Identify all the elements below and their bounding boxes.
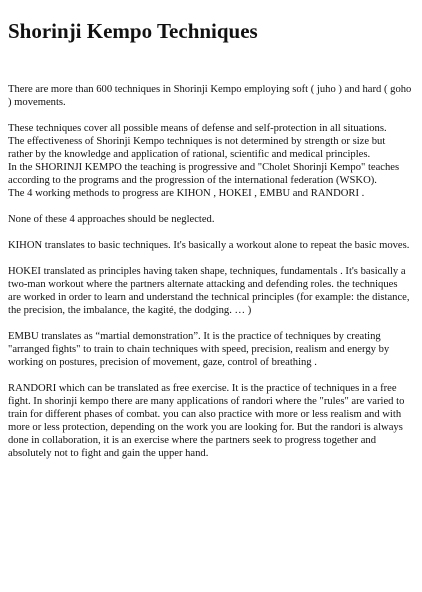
paragraph-hokei: HOKEI translated as principles having taken shape, techniques, fundamentals . It's basically a two-man workout where the partners alternate attacking and defending roles. the techniques are worked in order to learn and understand the technical principles (for example: the distance, the precision, the imbalance, the kagité, the dodging. … ) [8,266,410,316]
paragraph-neglect: None of these 4 approaches should be neglected. [8,214,215,225]
paragraph-effectiveness: The effectiveness of Shorinji Kempo techniques is not determined by strength or size but rather by the knowledge and application of rational, scientific and medical principles. [8,136,386,160]
page-title: Shorinji Kempo Techniques [8,19,258,43]
paragraph-methods: The 4 working methods to progress are KIHON , HOKEI , EMBU and RANDORI . [8,188,365,199]
paragraph-teaching: In the SHORINJI KEMPO the teaching is progressive and "Cholet Shorinji Kempo" teaches according to the programs and the progression of the international federation (WSKO). [8,162,400,186]
paragraph-embu: EMBU translates as “martial demonstration”. It is the practice of techniques by creating "arranged fights" to train to chain techniques with speed, precision, realism and energy by working on postures, precision of movement, gaze, control of breathing . [8,331,390,368]
paragraph-randori: RANDORI which can be translated as free exercise. It is the practice of techniques in a free fight. In shorinji kempo there are many applications of randori where the "rules" are varied to train for different phases of combat. you can also practice with more or less realism and with more or less protection, depending on the work you are looking for. But the randori is always done in collaboration, it is an exercise where the partners seek to progress together and absolutely not to fight and gain the upper hand. [8,383,405,459]
paragraph-intro: There are more than 600 techniques in Shorinji Kempo employing soft ( juho ) and hard ( goho ) movements. [8,84,412,108]
paragraph-coverage: These techniques cover all possible means of defense and self-protection in all situations. [8,123,387,134]
paragraph-kihon: KIHON translates to basic techniques. It's basically a workout alone to repeat the basic moves. [8,240,410,251]
